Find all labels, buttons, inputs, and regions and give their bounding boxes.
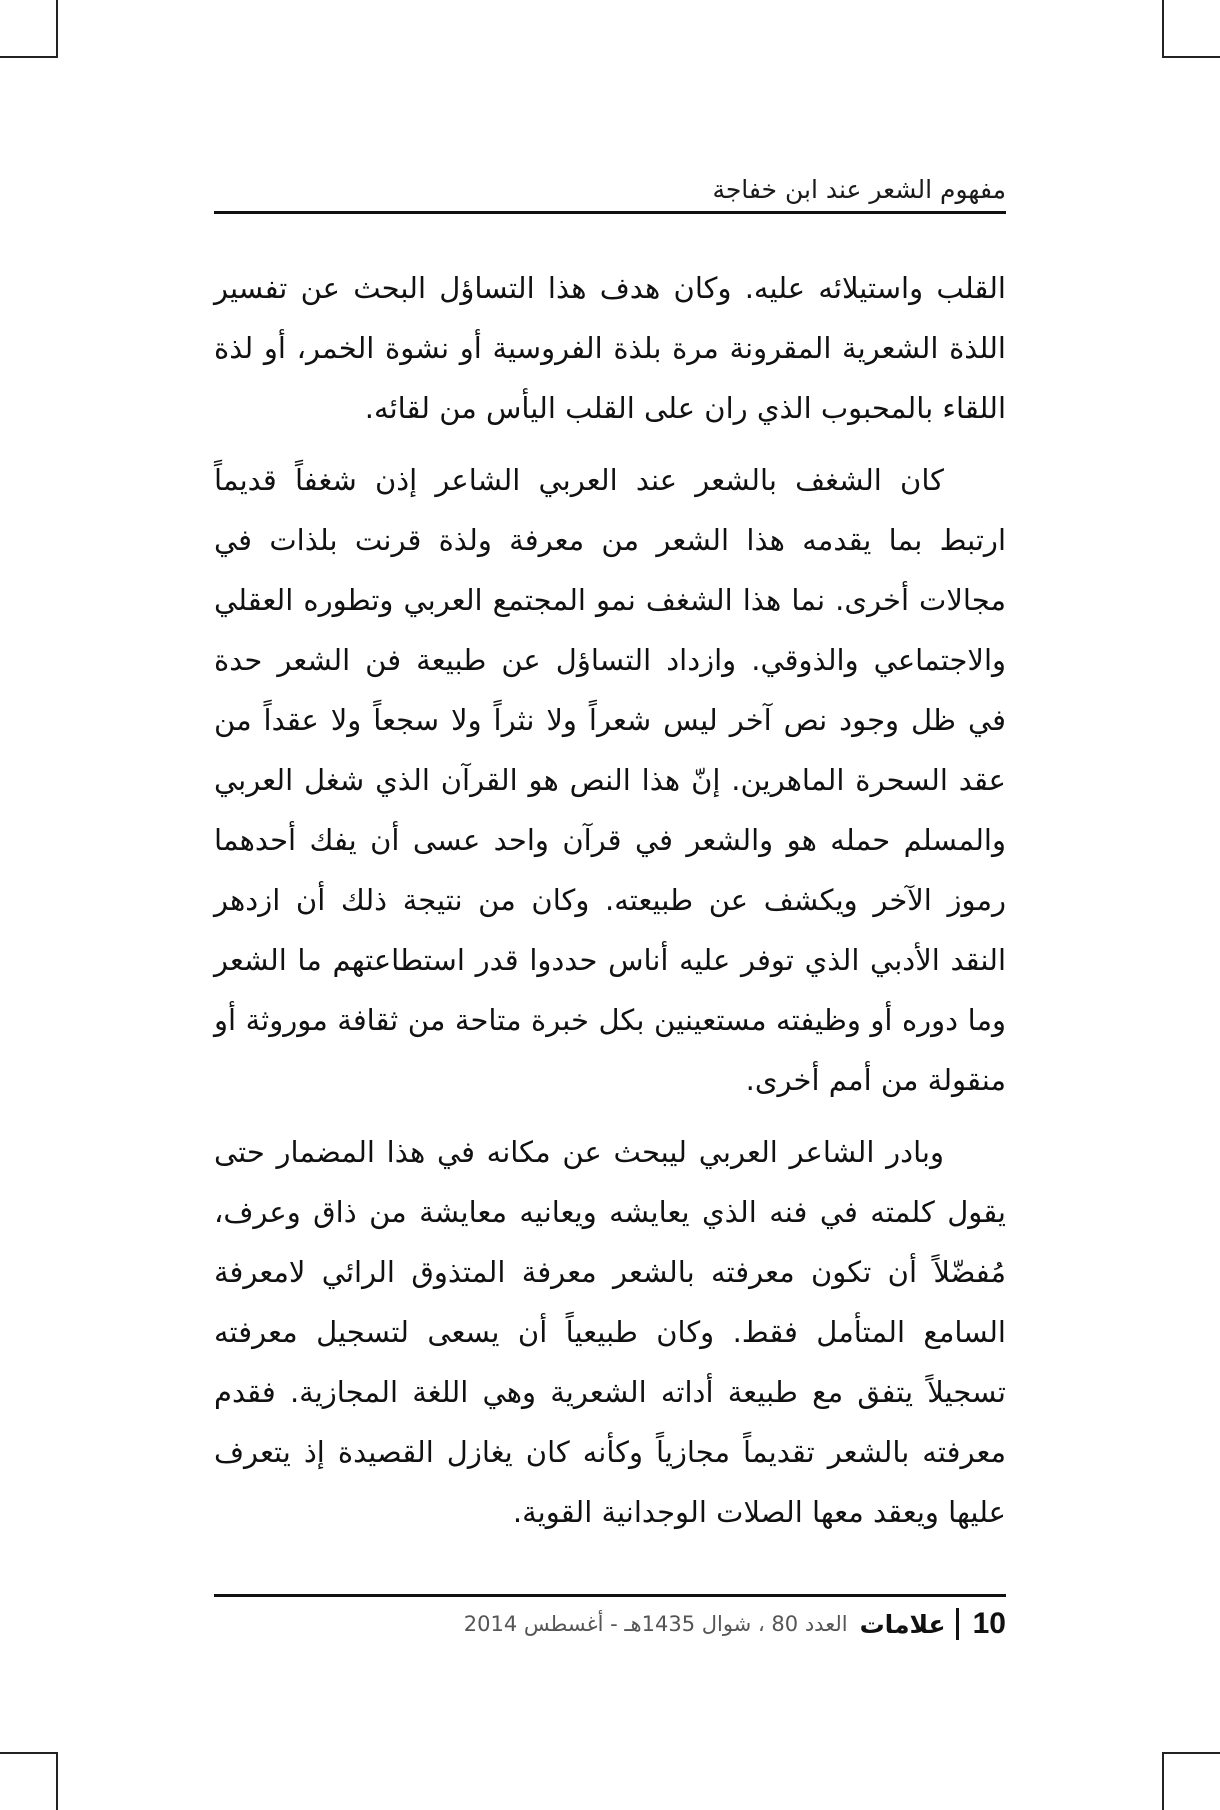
page-footer [214, 1604, 1006, 1644]
crop-mark-top-left-h [0, 56, 58, 58]
footer-separator [956, 1608, 959, 1640]
crop-mark-bottom-left-v [56, 1752, 58, 1810]
crop-mark-top-right-h [1162, 56, 1220, 58]
journal-logo: علامات [859, 1609, 946, 1639]
footer-rule [214, 1594, 1006, 1597]
page-number: 10 [972, 1607, 1006, 1640]
header-rule [214, 211, 1006, 214]
paragraph-3: وبادر الشاعر العربي ليبحث عن مكانه في هذا المضمار حتى يقول كلمته في فنه الذي يعايشه ويعانيه معايشة من ذاق وعرف، مُفضّلاً أن تكون معرفته بالشعر معرفة المتذوق الرائي لامعرفة السامع المتأمل فقط. وكان طبيعياً أن يسعى لتسجيل معرفته تسجيلاً يتفق مع طبيعة أداته الشعرية وهي اللغة المجازية. فقدم معرفته بالشعر تقديماً مجازياً وكأنه كان يغازل القصيدة إذ يتعرف عليها ويعقد معها الصلات الوجدانية القوية. [214, 1135, 1006, 1529]
paragraph-continuation: القلب واستيلائه عليه. وكان هدف هذا التساؤل البحث عن تفسير اللذة الشعرية المقرونة مرة بلذة الفروسية أو نشوة الخمر، أو لذة اللقاء بالمحبوب الذي ران على القلب اليأس من لقائه. [214, 271, 1006, 425]
crop-mark-bottom-left-h [0, 1752, 58, 1754]
paragraph-2: كان الشغف بالشعر عند العربي الشاعر إذن شغفاً قديماً ارتبط بما يقدمه هذا الشعر من معرفة ولذة قرنت بلذات في مجالات أخرى. نما هذا الشغف نمو المجتمع العربي وتطوره العقلي والاجتماعي والذوقي. وازداد التساؤل عن طبيعة فن الشعر حدة في ظل وجود نص آخر ليس شعراً ولا نثراً ولا سجعاً ولا عقداً من عقد السحرة الماهرين. إنّ هذا النص هو القرآن الذي شغل العربي والمسلم حمله هو والشعر في قرآن واحد عسى أن يفك أحدهما رموز الآخر ويكشف عن طبيعته. وكان من نتيجة ذلك أن ازدهر النقد الأدبي الذي توفر عليه أناس حددوا قدر استطاعتهم ما الشعر وما دوره أو وظيفته مستعينين بكل خبرة متاحة من ثقافة موروثة أو منقولة من أمم أخرى. [214, 463, 1006, 1097]
running-head: مفهوم الشعر عند ابن خفاجة [712, 175, 1006, 204]
crop-mark-bottom-right-h [1162, 1752, 1220, 1754]
crop-mark-top-left-v [56, 0, 58, 58]
article-body [214, 258, 1006, 1542]
crop-mark-bottom-right-v [1162, 1752, 1164, 1810]
issue-info: العدد 80 ، شوال 1435هـ - أغسطس 2014 [463, 1612, 848, 1636]
crop-mark-top-right-v [1162, 0, 1164, 58]
